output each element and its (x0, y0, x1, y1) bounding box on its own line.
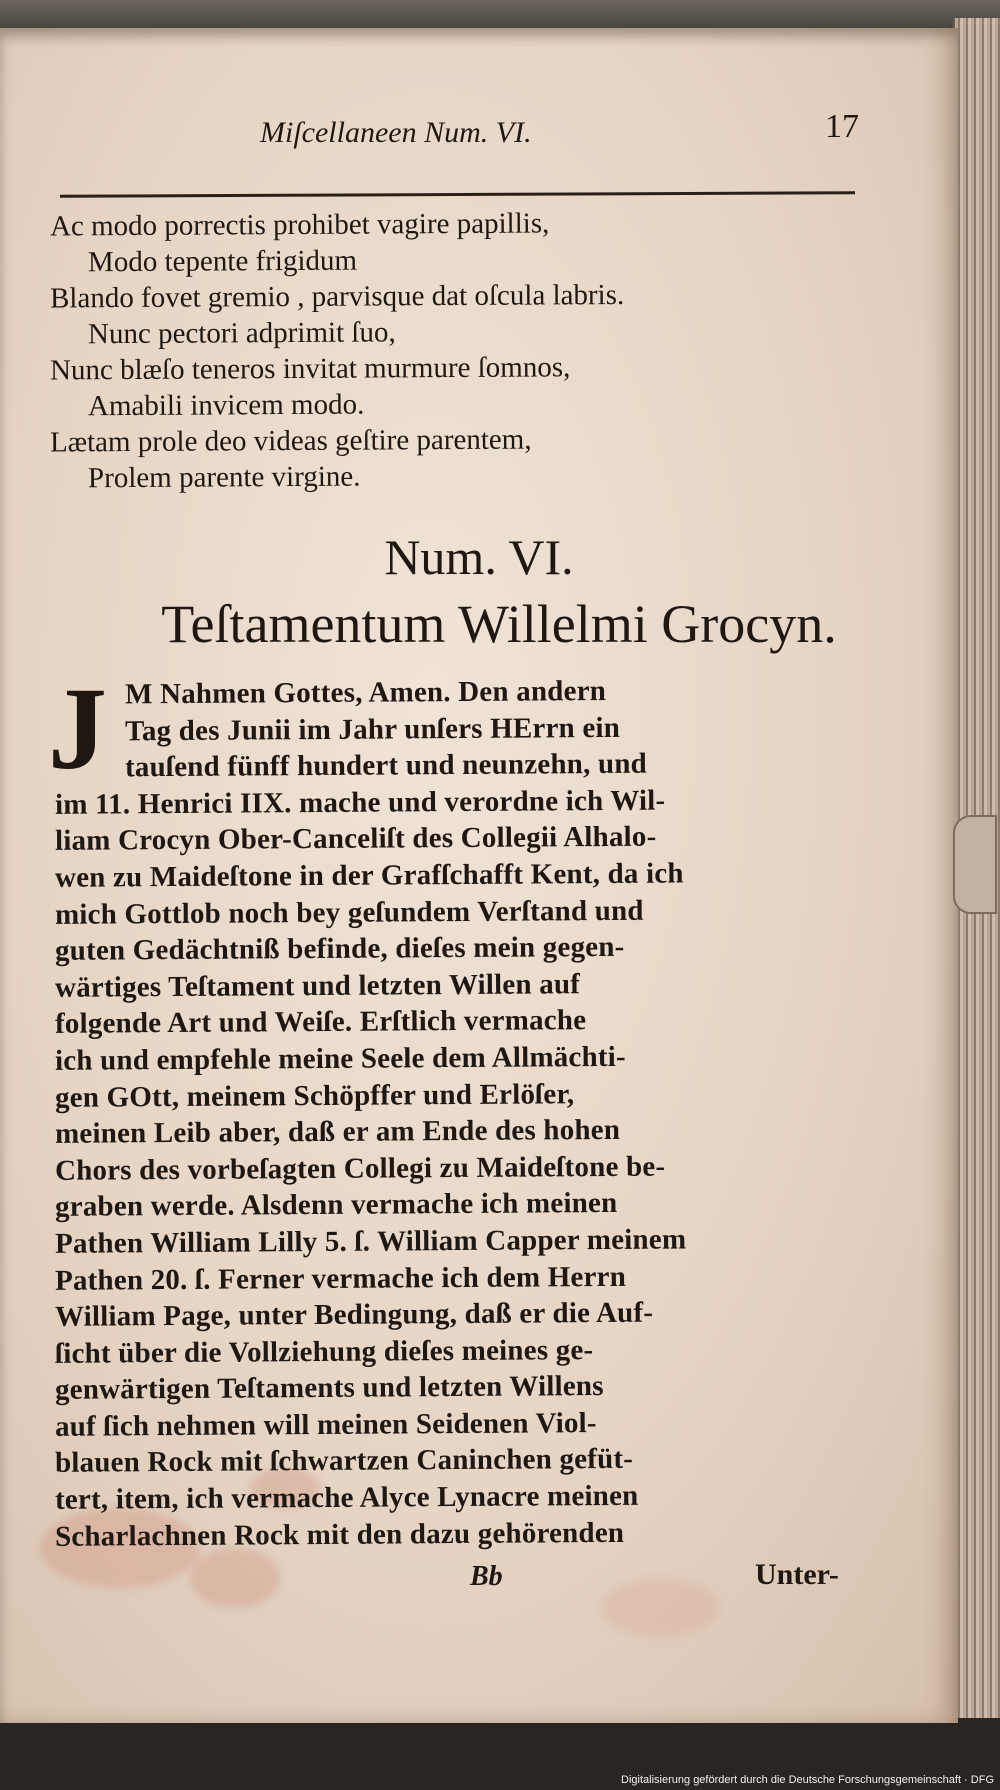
text-line: wen zu Maideſtone in der Grafſchafft Kent, da ich (54, 857, 684, 894)
page-number: 17 (825, 108, 859, 145)
page-content (0, 28, 958, 1723)
catchword: Unter- (755, 1558, 839, 1591)
text-line: Tag des Junii im Jahr unſers HErrn ein (124, 711, 621, 747)
text-line: Pathen William Lilly 5. ſ. William Capper meinem (54, 1223, 687, 1260)
text-line: tert, item, ich vermache Alyce Lynacre meinen (54, 1479, 639, 1516)
poem-line: Nunc blæſo teneros invitat murmure ſomnos, (49, 351, 571, 387)
text-line: mich Gottlob noch bey geſundem Verſtand und (54, 894, 644, 931)
text-line: guten Gedächtniß befinde, dieſes mein gegen- (54, 931, 625, 967)
text-line: meinen Leib aber, daß er am Ende des hohen (54, 1114, 621, 1150)
book-page (0, 28, 958, 1723)
section-number: Num. VI. (384, 529, 574, 585)
poem-line: Ac modo porrectis prohibet vagire papillis, (49, 207, 550, 243)
text-line: M Nahmen Gottes, Amen. Den andern (124, 674, 607, 711)
text-line: ich und empfehle meine Seele dem Allmächti- (54, 1040, 626, 1077)
text-line: tauſend fünff hundert und neunzehn, und (124, 747, 648, 784)
text-line: ſicht über die Vollziehung dieſes meines ge- (54, 1333, 594, 1370)
poem-line: Nunc pectori adprimit ſuo, (87, 316, 396, 351)
page-tab-marker (953, 815, 997, 914)
poem-line: Prolem parente virgine. (87, 460, 361, 495)
poem-line: Blando fovet gremio , parvisque dat oſcula labris. (49, 278, 625, 315)
text-line: Chors des vorbeſagten Collegi zu Maideſtone be- (54, 1150, 666, 1187)
drop-cap: J (48, 663, 107, 794)
digitization-credit: Digitalisierung gefördert durch die Deutsche Forschungsgemeinschaft · DFG (621, 1774, 994, 1786)
text-line: auf ſich nehmen will meinen Seidenen Viol- (54, 1406, 597, 1443)
text-line: folgende Art und Weiſe. Erſtlich vermache (54, 1004, 587, 1041)
text-line: liam Crocyn Ober-Canceliſt des Collegii Alhalo- (54, 820, 657, 858)
text-line: Pathen 20. ſ. Ferner vermache ich dem Herrn (54, 1260, 627, 1297)
poem-line: Modo tepente frigidum (87, 244, 358, 279)
text-line: Scharlachnen Rock mit den dazu gehörenden (54, 1516, 625, 1553)
text-line: gen GOtt, meinem Schöpffer und Erlöſer, (54, 1077, 575, 1114)
text-line: graben werde. Alsdenn vermache ich meinen (54, 1187, 618, 1224)
text-line: blauen Rock mit ſchwartzen Caninchen gefüt- (54, 1443, 634, 1480)
section-title: Teſtamentum Willelmi Grocyn. (161, 594, 837, 654)
text-line: im 11. Henrici IIX. mache und verordne ich Wil- (54, 784, 666, 821)
text-line: genwärtigen Teſtaments und letzten Willens (54, 1370, 604, 1407)
text-line: William Page, unter Bedingung, daß er die Auf- (54, 1296, 654, 1333)
header-rule (60, 191, 855, 197)
latin-poem (50, 206, 860, 494)
poem-line: Amabili invicem modo. (87, 388, 365, 423)
testament-text (55, 674, 863, 1552)
running-title: Miſcellaneen Num. VI. (260, 116, 532, 149)
text-line: wärtiges Teſtament und letzten Willen auf (54, 967, 581, 1004)
running-head (0, 98, 958, 158)
signature-mark: Bb (470, 1561, 503, 1592)
poem-line: Lætam prole deo videas geſtire parentem, (49, 423, 532, 459)
